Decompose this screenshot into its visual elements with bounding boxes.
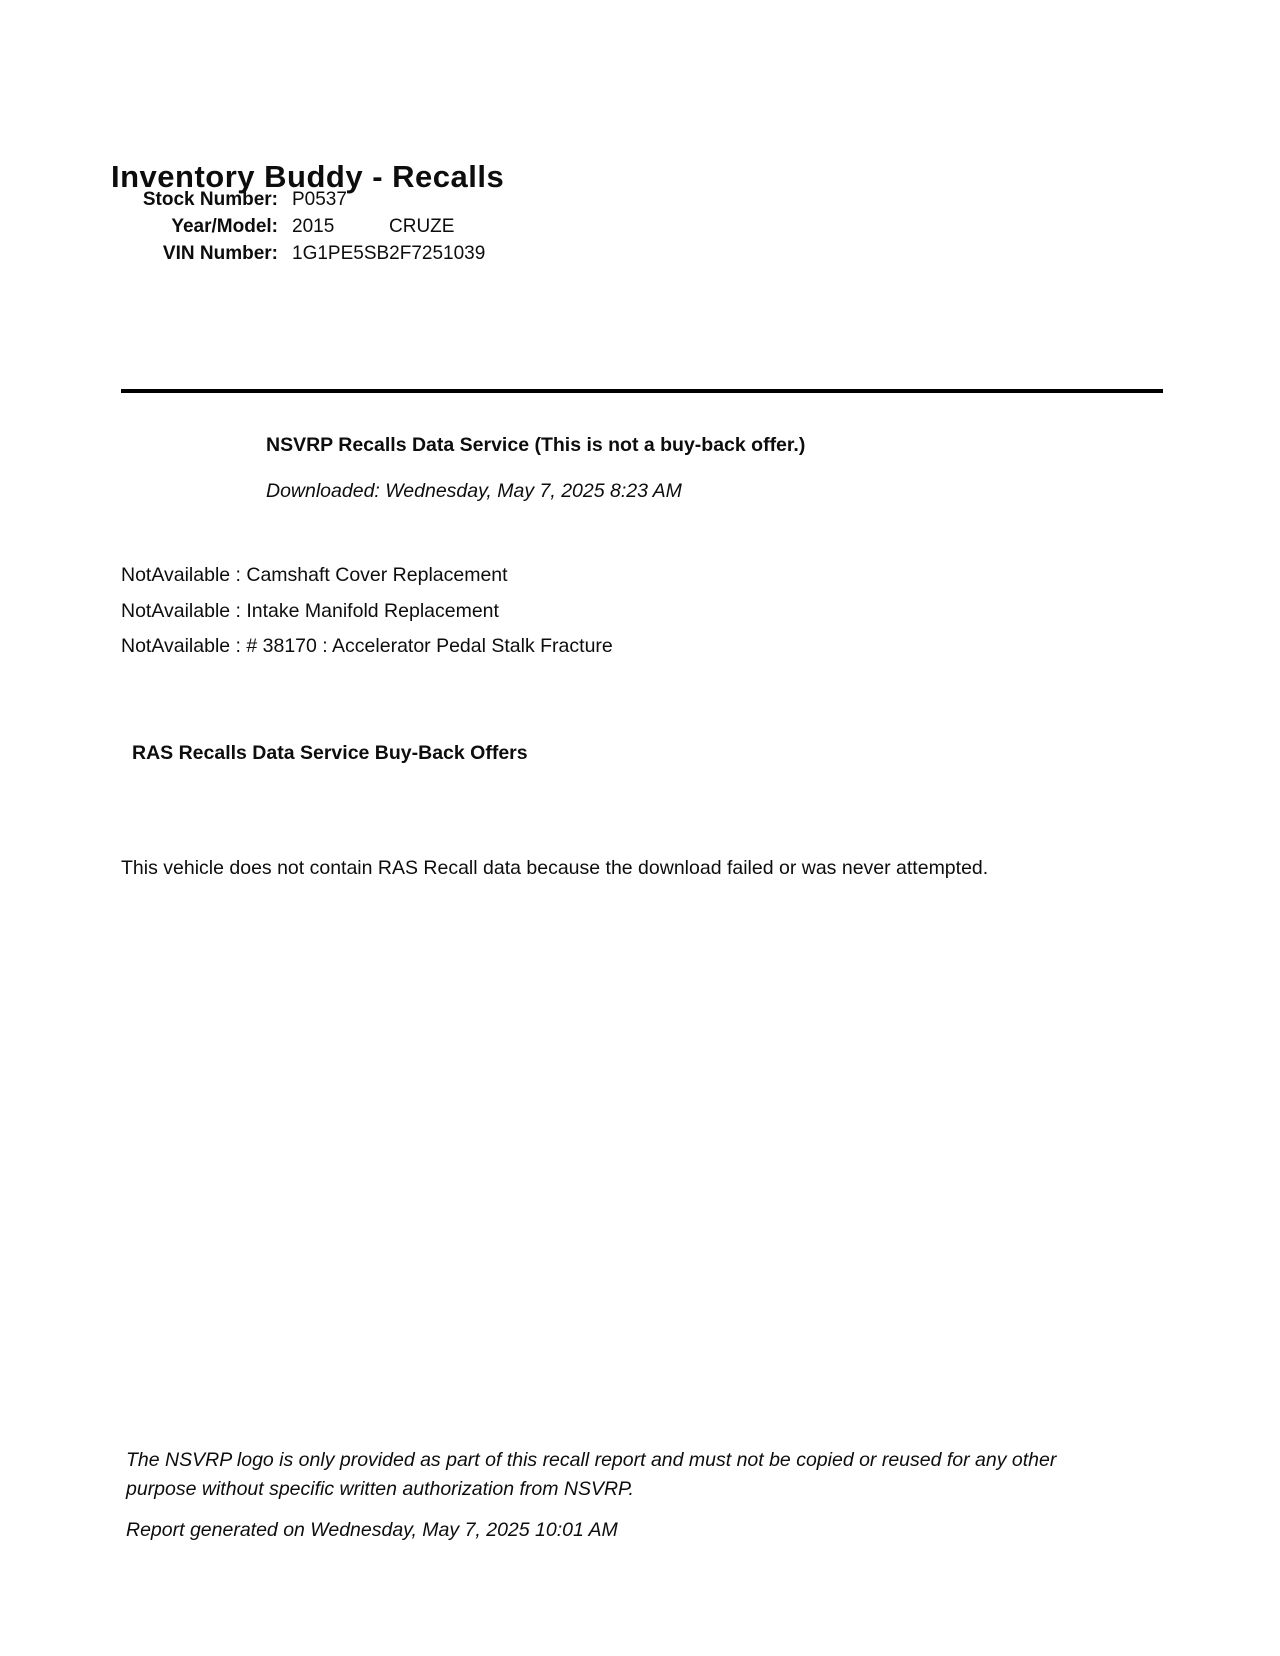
stock-number-value: P0537 xyxy=(292,189,347,210)
footer-disclaimer xyxy=(126,1446,1056,1504)
ras-section-heading: RAS Recalls Data Service Buy-Back Offers xyxy=(132,742,528,764)
footer-disclaimer-line: purpose without specific written authorization from NSVRP. xyxy=(126,1478,634,1500)
vehicle-info xyxy=(120,186,485,267)
year-model-row xyxy=(120,213,485,240)
stock-number-label: Stock Number: xyxy=(142,189,278,210)
nsvrp-section-heading: NSVRP Recalls Data Service (This is not a buy-back offer.) xyxy=(266,434,806,456)
recall-item: NotAvailable : # 38170 : Accelerator Pedal Stalk Fracture xyxy=(121,635,613,657)
horizontal-divider xyxy=(121,389,1163,393)
ras-status-message: This vehicle does not contain RAS Recall data because the download failed or was never attempted. xyxy=(121,857,989,879)
report-generated-timestamp: Report generated on Wednesday, May 7, 2025 10:01 AM xyxy=(126,1519,618,1541)
nsvrp-downloaded-timestamp: Downloaded: Wednesday, May 7, 2025 8:23 AM xyxy=(266,480,682,502)
vin-number-row xyxy=(120,240,485,267)
year-model-label: Year/Model: xyxy=(171,216,278,237)
model-value: CRUZE xyxy=(389,216,455,237)
vin-number-value: 1G1PE5SB2F7251039 xyxy=(292,243,486,264)
stock-number-row xyxy=(120,186,485,213)
recall-item: NotAvailable : Camshaft Cover Replacement xyxy=(121,564,508,586)
vin-number-label: VIN Number: xyxy=(162,243,278,264)
recall-item: NotAvailable : Intake Manifold Replacement xyxy=(121,600,499,622)
footer-disclaimer-line: The NSVRP logo is only provided as part of this recall report and must not be copied or reused for any other xyxy=(126,1449,1057,1471)
page-title: Inventory Buddy - Recalls xyxy=(111,158,505,194)
year-value: 2015 xyxy=(292,216,335,237)
